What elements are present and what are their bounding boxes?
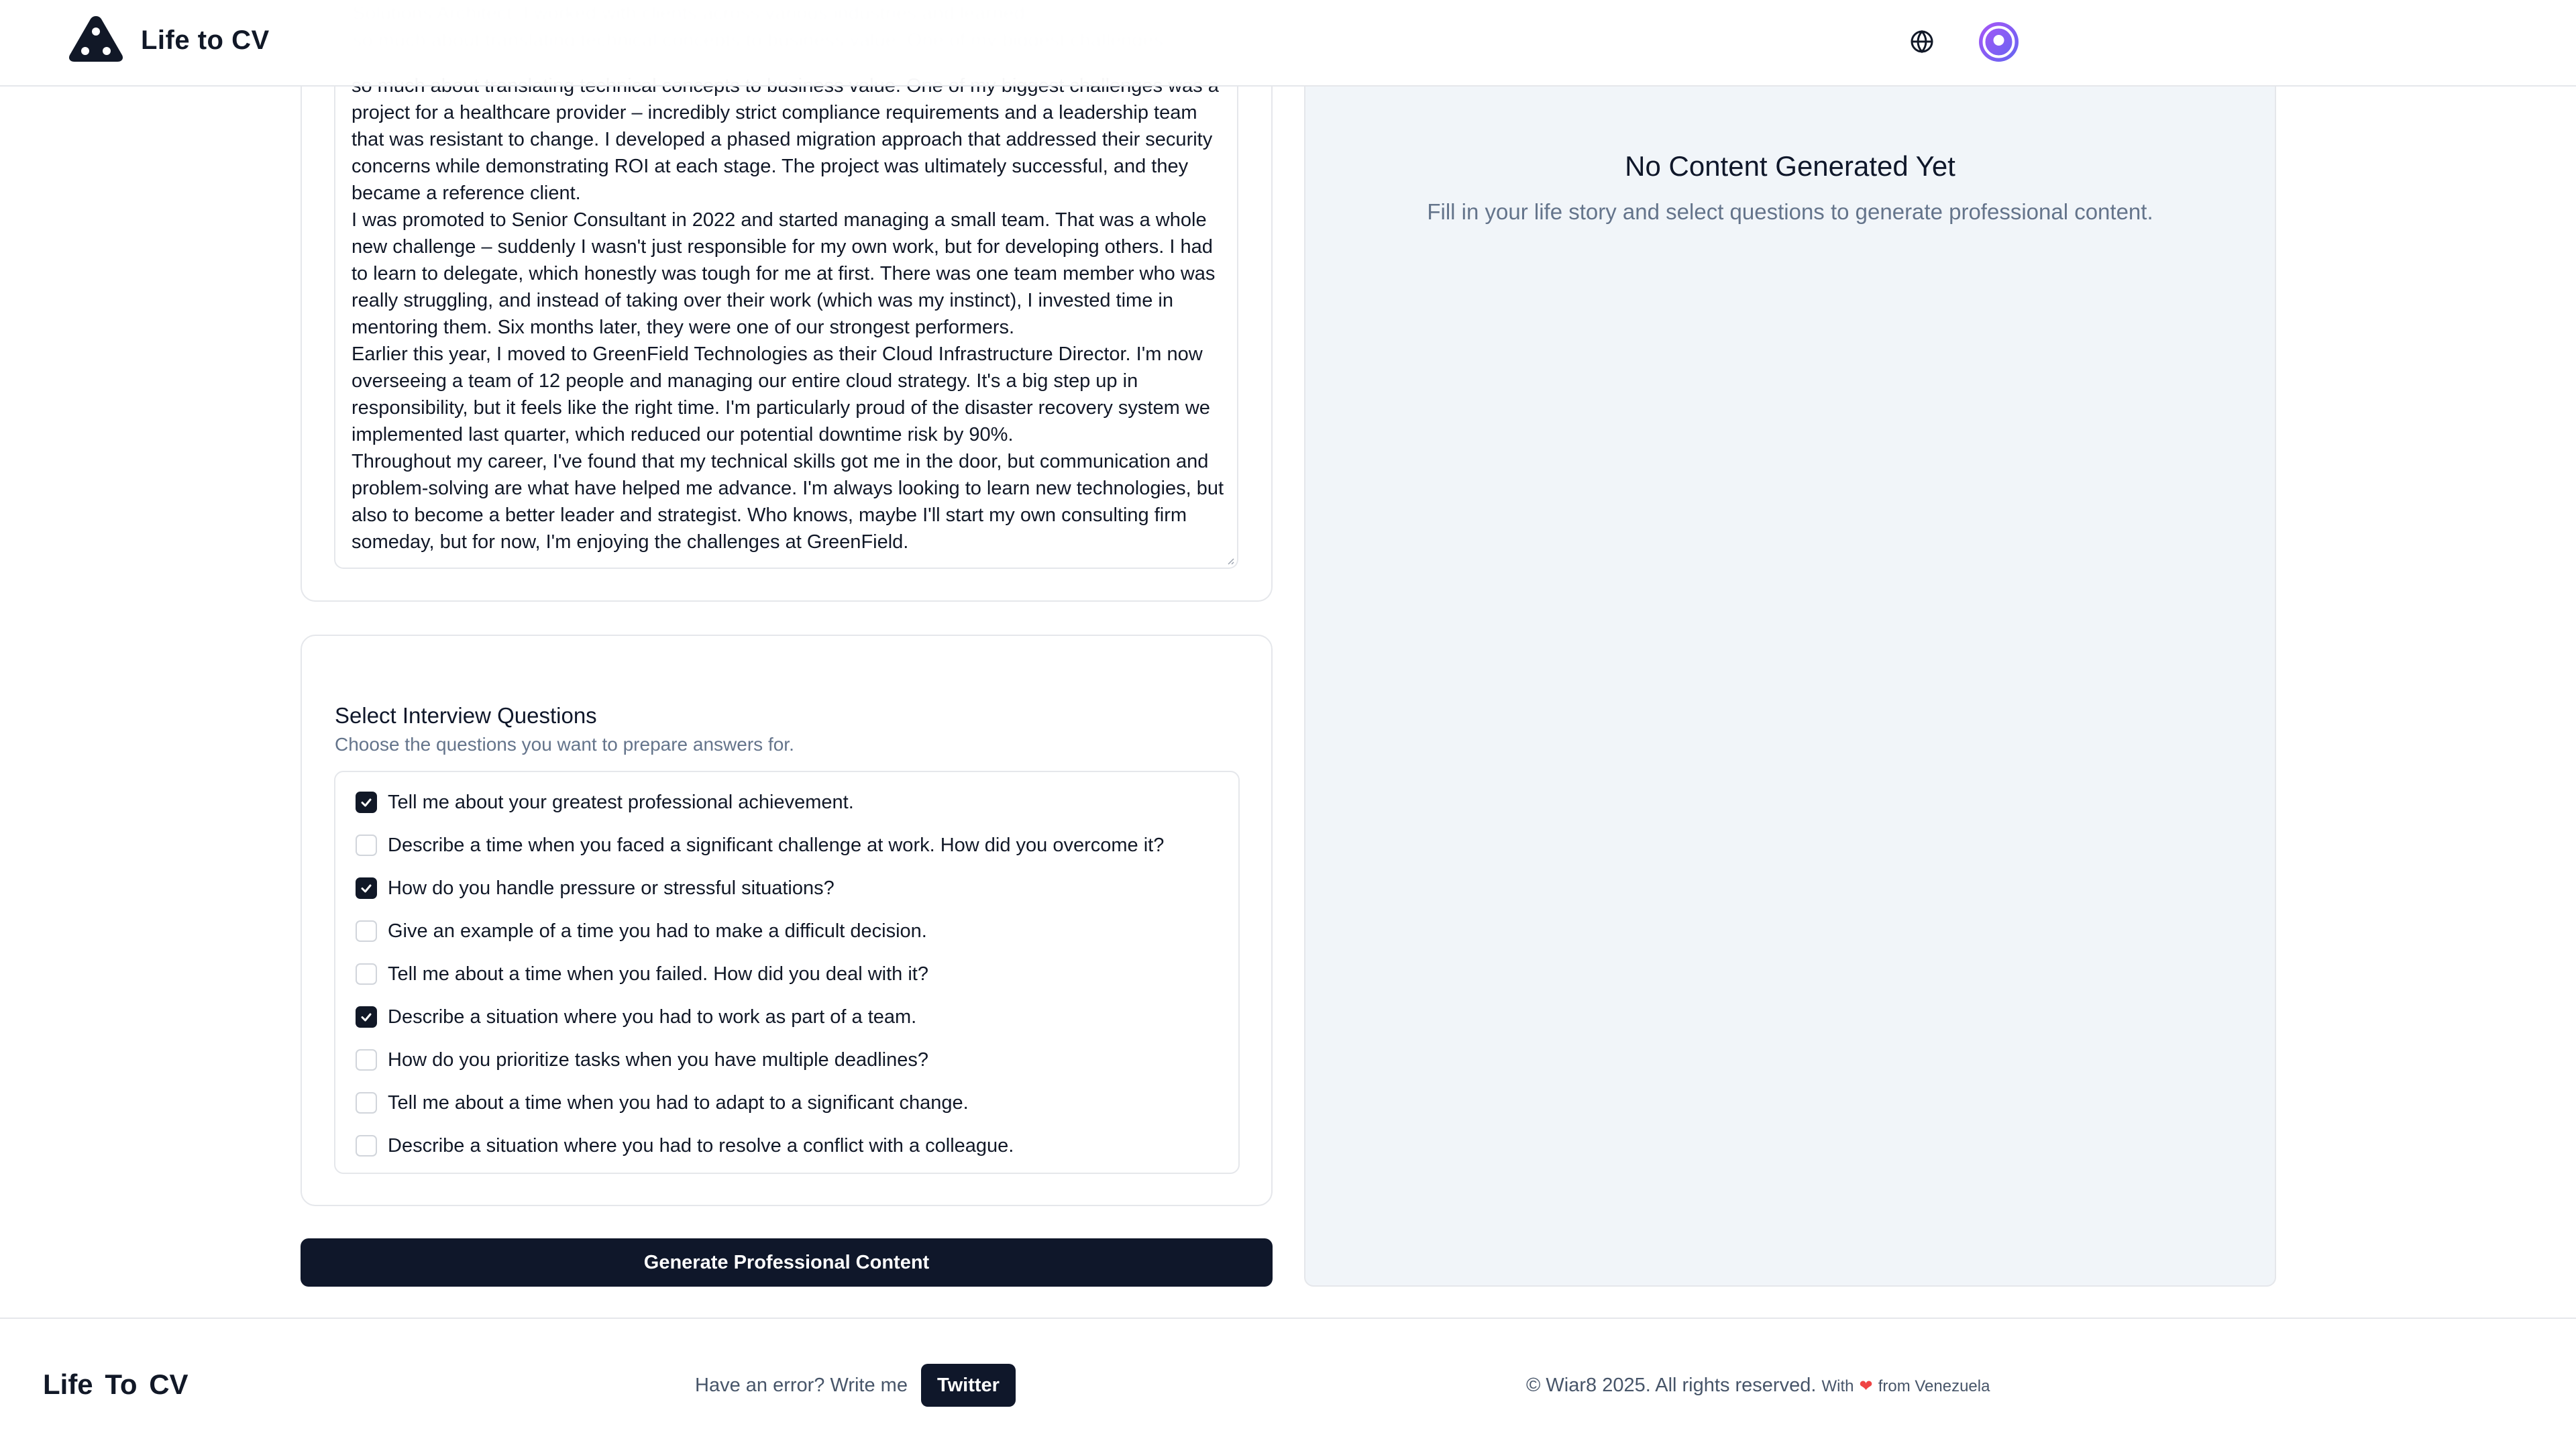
empty-state-subtitle: Fill in your life story and select questions to generate professional content. xyxy=(1427,199,2153,224)
interview-questions-card xyxy=(301,635,1273,1206)
with-text: With xyxy=(1821,1377,1854,1395)
question-item[interactable] xyxy=(356,1132,1014,1159)
footer xyxy=(0,1318,2576,1449)
globe-icon[interactable] xyxy=(1910,30,1934,54)
copyright xyxy=(1526,1375,1990,1397)
question-label: Tell me about a time when you failed. How did you deal with it? xyxy=(388,963,928,985)
empty-state-title: No Content Generated Yet xyxy=(1625,150,1955,182)
story-paragraph: I was promoted to Senior Consultant in 2022 and started managing a small team. That was a whole new challenge – suddenly I wasn't just responsible for my own work, but for developing others. I had to learn to delegate, which honestly was tough for me at first. There was one team member who was really struggling, and instead of taking over their work (which was my instinct), I invested time in mentoring them. Six months later, they were one of our strongest performers. xyxy=(352,209,1216,338)
checkbox[interactable] xyxy=(356,835,377,856)
heart-icon: ❤ xyxy=(1859,1377,1873,1395)
story-paragraph: Earlier this year, I moved to GreenField Technologies as their Cloud Infrastructure Director. I'm now overseeing a team of 12 people and managing our entire cloud strategy. It's a big step up in responsibility, but it feels like the right time. I'm particularly proud of the disaster recovery system we implemented last quarter, which reduced our potential downtime risk by 90%. xyxy=(352,343,1210,445)
checkbox[interactable] xyxy=(356,963,377,985)
question-item[interactable] xyxy=(356,1046,928,1073)
story-paragraph: project for a healthcare provider – incredibly strict compliance requirements and a leadership team that was resistant to change. I developed a phased migration approach that addressed their security concerns while demonstrating ROI at each stage. The project was ultimately successful, and they became a reference client. xyxy=(352,102,1213,204)
question-label: How do you handle pressure or stressful situations? xyxy=(388,877,835,899)
question-item[interactable] xyxy=(356,961,928,987)
question-label: How do you prioritize tasks when you have multiple deadlines? xyxy=(388,1049,928,1071)
question-item[interactable] xyxy=(356,832,1164,859)
resize-handle-icon[interactable] xyxy=(1225,555,1234,565)
checkbox[interactable] xyxy=(356,1092,377,1114)
story-paragraph: Throughout my career, I've found that my technical skills got me in the door, but communication and problem-solving are what have helped me advance. I'm always looking to learn new technologies, but also to become a better leader and strategist. Who knows, maybe I'll start my own consulting firm someday, but for now, I'm enjoying the challenges at GreenField. xyxy=(352,451,1224,553)
triangle-logo-icon[interactable] xyxy=(67,13,125,63)
generated-content-panel xyxy=(1304,0,2276,1287)
checkbox[interactable] xyxy=(356,920,377,942)
top-navbar xyxy=(0,0,2576,87)
questions-subtitle: Choose the questions you want to prepare answers for. xyxy=(335,734,794,755)
question-label: Tell me about your greatest professional achievement. xyxy=(388,791,854,813)
checkbox[interactable] xyxy=(356,792,377,813)
from-text: from Venezuela xyxy=(1878,1377,1990,1395)
questions-list[interactable] xyxy=(334,771,1240,1174)
question-label: Describe a time when you faced a significant challenge at work. How did you overcome it? xyxy=(388,834,1165,856)
questions-title: Select Interview Questions xyxy=(335,703,597,728)
question-item[interactable] xyxy=(356,1089,969,1116)
question-label: Give an example of a time you had to make a difficult decision. xyxy=(388,920,927,942)
footer-logo[interactable]: Life To CV xyxy=(43,1368,189,1400)
question-label: Describe a situation where you had to work as part of a team. xyxy=(388,1006,917,1028)
error-report-text: Have an error? Write me xyxy=(695,1375,908,1396)
checkbox[interactable] xyxy=(356,877,377,899)
question-item[interactable] xyxy=(356,918,927,945)
user-avatar-icon[interactable] xyxy=(1979,22,2019,62)
question-label: Describe a situation where you had to resolve a conflict with a colleague. xyxy=(388,1134,1014,1157)
copyright-text: © Wiar8 2025. All rights reserved. xyxy=(1526,1375,1817,1396)
twitter-button[interactable]: Twitter xyxy=(921,1364,1016,1407)
question-label: Tell me about a time when you had to adapt to a significant change. xyxy=(388,1091,969,1114)
question-item[interactable] xyxy=(356,875,835,902)
app-name[interactable]: Life to CV xyxy=(141,25,270,55)
generate-content-button[interactable]: Generate Professional Content xyxy=(301,1238,1273,1287)
question-item[interactable] xyxy=(356,789,854,816)
checkbox[interactable] xyxy=(356,1135,377,1157)
question-item[interactable] xyxy=(356,1004,916,1030)
checkbox[interactable] xyxy=(356,1049,377,1071)
checkbox[interactable] xyxy=(356,1006,377,1028)
